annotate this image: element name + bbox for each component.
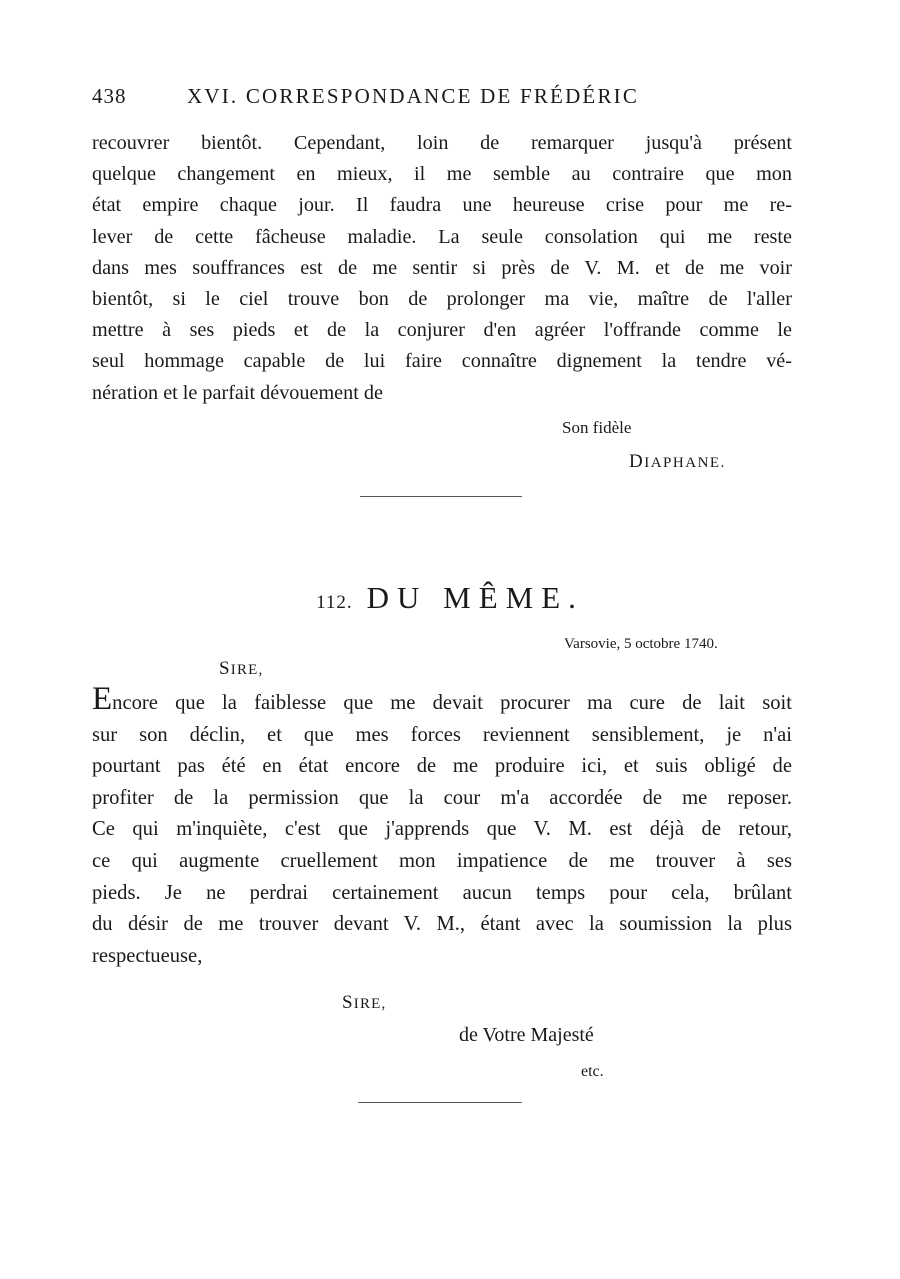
signature-initial: D	[629, 451, 645, 472]
letter-dateline: Varsovie, 5 octobre 1740.	[564, 636, 718, 652]
text-line: bientôt, si le ciel trouve bon de prolonger ma vie, maître de l'aller	[92, 287, 792, 310]
closing-salutation	[342, 992, 387, 1014]
salutation-initial: S	[219, 658, 231, 679]
previous-letter-signature	[629, 451, 726, 473]
text-line: pourtant pas été en état encore de me produire ici, et suis obligé de	[92, 755, 792, 778]
closing-salutation-rest: IRE,	[353, 996, 387, 1012]
signature-rest: IAPHANE.	[644, 455, 726, 471]
section-divider-bottom	[358, 1102, 522, 1103]
salutation-rest: IRE,	[230, 662, 264, 678]
text-line	[92, 681, 792, 720]
text-line: respectueuse,	[92, 944, 203, 967]
text-line: Ce qui m'inquiète, c'est que j'apprends que V. M. est déjà de retour,	[92, 818, 792, 841]
text-line: ce qui augmente cruellement mon impatience de me trouver à ses	[92, 849, 792, 872]
letter-salutation	[219, 658, 264, 680]
text-line: nération et le parfait dévouement de	[92, 381, 383, 404]
text-line: seul hommage capable de lui faire connaître dignement la tendre vé-	[92, 350, 792, 373]
letter-body	[92, 681, 792, 972]
letter-heading	[0, 580, 900, 616]
text-line: dans mes souffrances est de me sentir si près de V. M. et de me voir	[92, 256, 792, 279]
text-line: mettre à ses pieds et de la conjurer d'en agréer l'offrande comme le	[92, 319, 792, 342]
text-line: recouvrer bientôt. Cependant, loin de remarquer jusqu'à présent	[92, 132, 792, 154]
closing-formula: de Votre Majesté	[459, 1024, 594, 1046]
closing-etc: etc.	[581, 1063, 604, 1080]
previous-letter-text	[92, 128, 792, 409]
text-line: lever de cette fâcheuse maladie. La seule consolation qui me reste	[92, 225, 792, 248]
section-divider	[360, 496, 522, 497]
running-head	[92, 84, 792, 114]
drop-cap: E	[92, 681, 113, 717]
text-line: pieds. Je ne perdrai certainement aucun temps pour cela, brûlant	[92, 881, 792, 904]
text-line: profiter de la permission que la cour m'a accordée de me reposer.	[92, 786, 792, 809]
previous-letter-closing: Son fidèle	[562, 418, 632, 437]
letter-number: 112.	[316, 592, 353, 613]
first-line-text: ncore que la faiblesse que me devait procurer ma cure de lait soit	[112, 692, 792, 714]
text-line: du désir de me trouver devant V. M., étant avec la soumission la plus	[92, 913, 792, 936]
text-line: quelque changement en mieux, il me semble au contraire que mon	[92, 163, 792, 186]
text-line: état empire chaque jour. Il faudra une heureuse crise pour me re-	[92, 194, 792, 217]
text-line: sur son déclin, et que mes forces reviennent sensiblement, je n'ai	[92, 723, 792, 746]
closing-salutation-initial: S	[342, 992, 354, 1013]
page-number: 438	[92, 84, 127, 108]
letter-title: DU MÊME.	[366, 580, 584, 615]
running-head-title: XVI. CORRESPONDANCE DE FRÉDÉRIC	[187, 84, 640, 108]
